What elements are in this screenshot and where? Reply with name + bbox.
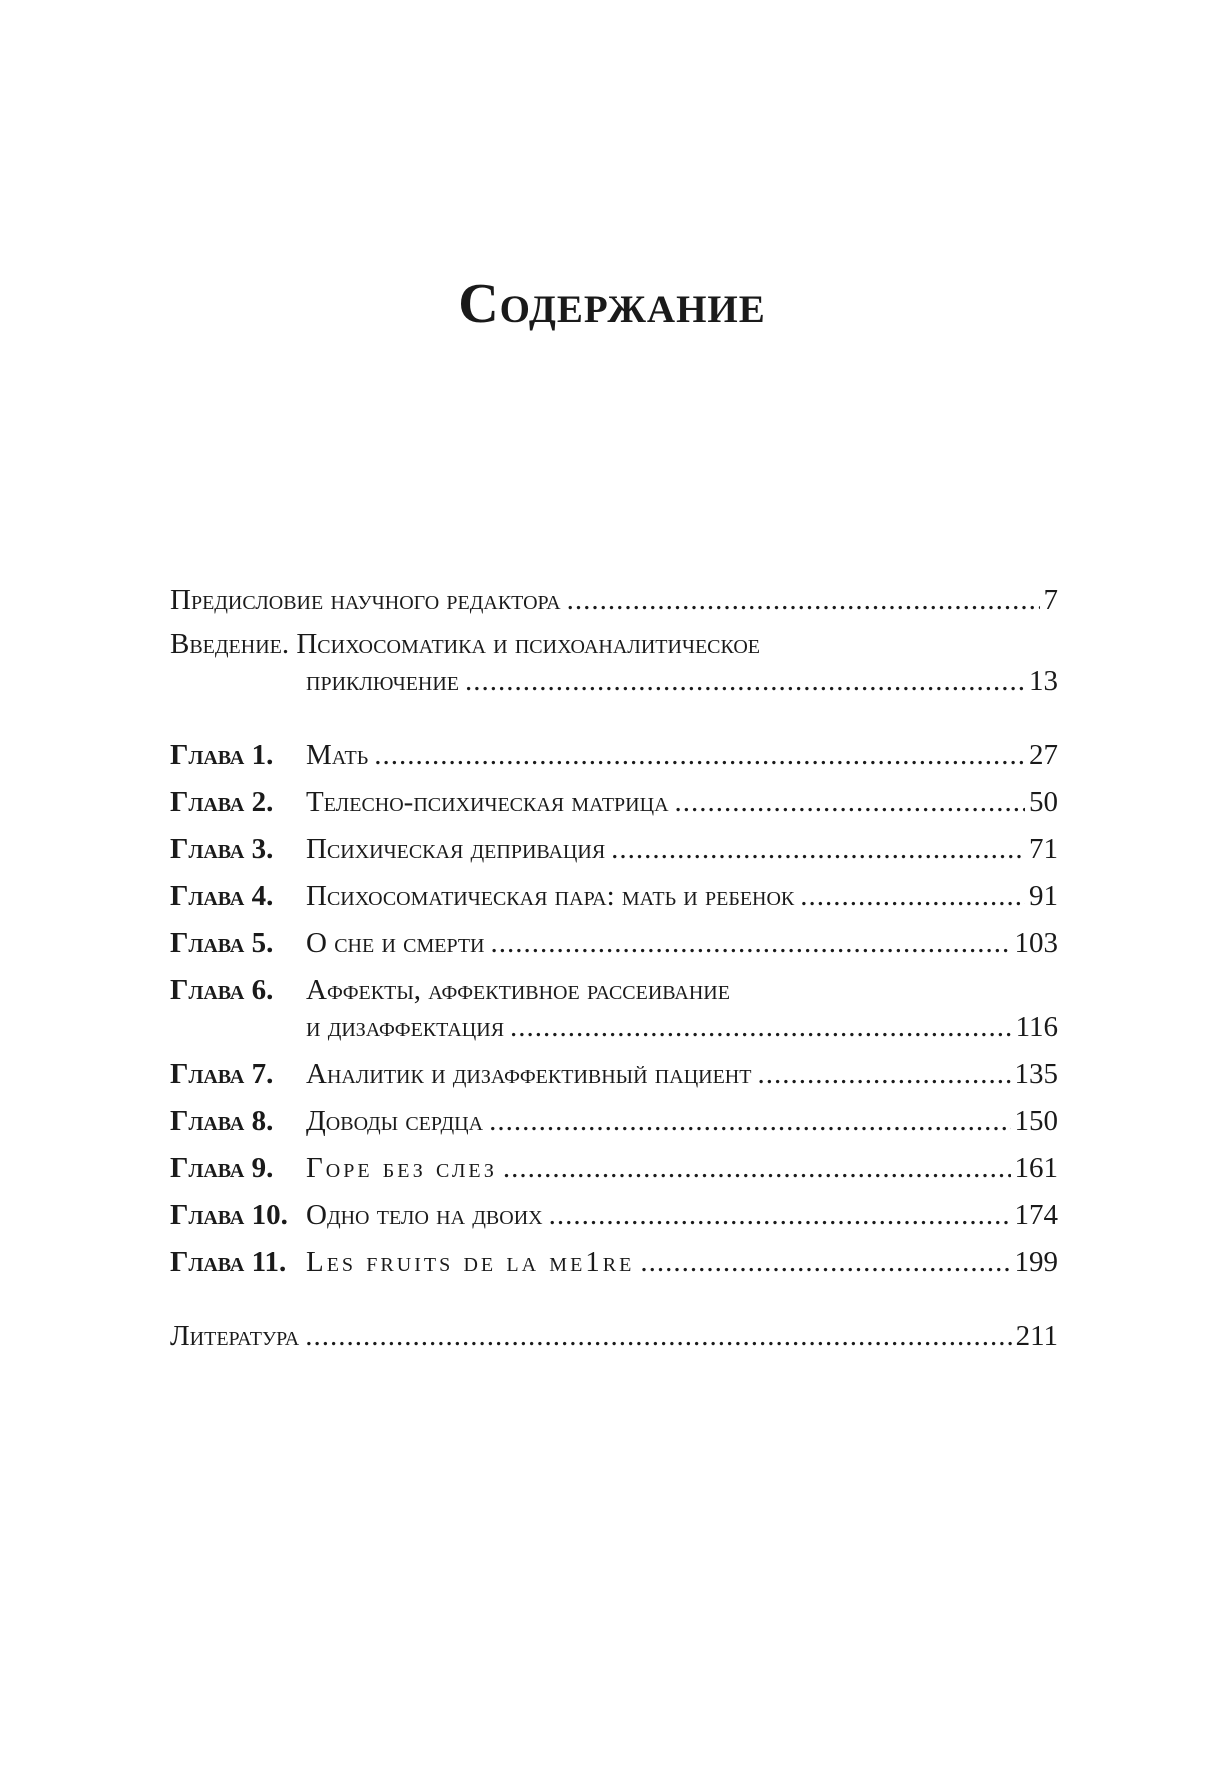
toc-entry-title: Телесно-психическая матрица (306, 786, 669, 818)
leader-dots (491, 923, 1011, 963)
leader-dots (549, 1195, 1011, 1235)
toc-entry-title: Литература (170, 1320, 300, 1352)
toc-entry-chapter-9[interactable] (170, 1148, 1058, 1188)
toc-entry-title-line1: Введение. Психосоматика и психоаналитическое (170, 628, 760, 660)
chapter-label: Глава 7. (170, 1058, 274, 1090)
chapter-label: Глава 6. (170, 974, 274, 1006)
toc-entry-chapter-4[interactable] (170, 876, 1058, 916)
chapter-label: Глава 2. (170, 786, 274, 818)
toc-entry-chapter-8[interactable] (170, 1101, 1058, 1141)
toc-entry-title: Мать (306, 739, 369, 771)
leader-dots (757, 1054, 1010, 1094)
toc-entry-title: О сне и смерти (306, 927, 485, 959)
toc-entry-chapter-6[interactable] (170, 970, 1058, 1010)
toc-entry-introduction-cont[interactable] (306, 661, 1058, 701)
leader-dots (503, 1148, 1011, 1188)
toc-entry-title-line1: Аффекты, аффективное рассеивание (306, 974, 730, 1006)
chapter-label: Глава 8. (170, 1105, 274, 1137)
toc-page-number: 50 (1029, 786, 1058, 818)
toc-entry-chapter-7[interactable] (170, 1054, 1058, 1094)
leader-dots (611, 829, 1025, 869)
chapter-label: Глава 3. (170, 833, 274, 865)
toc-page-number: 27 (1029, 739, 1058, 771)
toc-page-number: 7 (1043, 584, 1058, 616)
toc-page-number: 211 (1015, 1320, 1058, 1352)
toc-entry-introduction[interactable] (170, 624, 760, 664)
leader-dots (675, 782, 1025, 822)
toc-entry-title: Аналитик и дизаффективный пациент (306, 1058, 752, 1090)
chapter-label: Глава 1. (170, 739, 274, 771)
toc-entry-title: Одно тело на двоих (306, 1199, 543, 1231)
toc-entry-title: Психосоматическая пара: мать и ребенок (306, 880, 795, 912)
toc-page-number: 161 (1014, 1152, 1058, 1184)
leader-dots (489, 1101, 1010, 1141)
toc-entry-chapter-6-cont[interactable] (306, 1007, 1058, 1047)
chapter-label: Глава 9. (170, 1152, 274, 1184)
toc-entry-title-line2: и дизаффектация (306, 1011, 505, 1043)
toc-entry-chapter-5[interactable] (170, 923, 1058, 963)
toc-page-number: 103 (1014, 927, 1058, 959)
leader-dots (305, 1316, 1011, 1356)
toc-page-number: 71 (1029, 833, 1058, 865)
toc-entry-title: Горе без слез (306, 1152, 497, 1184)
toc-entry-title-line2: приключение (306, 665, 460, 697)
toc-page-number: 116 (1015, 1011, 1058, 1043)
toc-entry-title: Доводы сердца (306, 1105, 484, 1137)
chapter-label: Глава 4. (170, 880, 274, 912)
toc-entry-chapter-1[interactable] (170, 735, 1058, 775)
leader-dots (465, 661, 1025, 701)
leader-dots (640, 1242, 1010, 1282)
toc-page-number: 91 (1029, 880, 1058, 912)
toc-entry-chapter-2[interactable] (170, 782, 1058, 822)
toc-page-number: 13 (1029, 665, 1058, 697)
page-title: Содержание (458, 273, 766, 335)
toc-page-number: 174 (1014, 1199, 1058, 1231)
leader-dots (567, 580, 1040, 620)
chapter-label: Глава 10. (170, 1199, 288, 1231)
toc-entry-chapter-11[interactable] (170, 1242, 1058, 1282)
toc-entry-preface[interactable] (170, 580, 1058, 620)
toc-page-number: 199 (1014, 1246, 1058, 1278)
toc-entry-chapter-10[interactable] (170, 1195, 1058, 1235)
toc-entry-bibliography[interactable] (170, 1316, 1058, 1356)
toc-page-number: 135 (1014, 1058, 1058, 1090)
leader-dots (374, 735, 1025, 775)
toc-page-number: 150 (1014, 1105, 1058, 1137)
chapter-label: Глава 11. (170, 1246, 287, 1278)
leader-dots (510, 1007, 1012, 1047)
toc-entry-chapter-3[interactable] (170, 829, 1058, 869)
toc-entry-title: Предисловие научного редактора (170, 584, 561, 616)
chapter-label: Глава 5. (170, 927, 274, 959)
toc-entry-title: Les fruits de la me1re (306, 1246, 635, 1278)
leader-dots (800, 876, 1025, 916)
toc-entry-title: Психическая депривация (306, 833, 606, 865)
